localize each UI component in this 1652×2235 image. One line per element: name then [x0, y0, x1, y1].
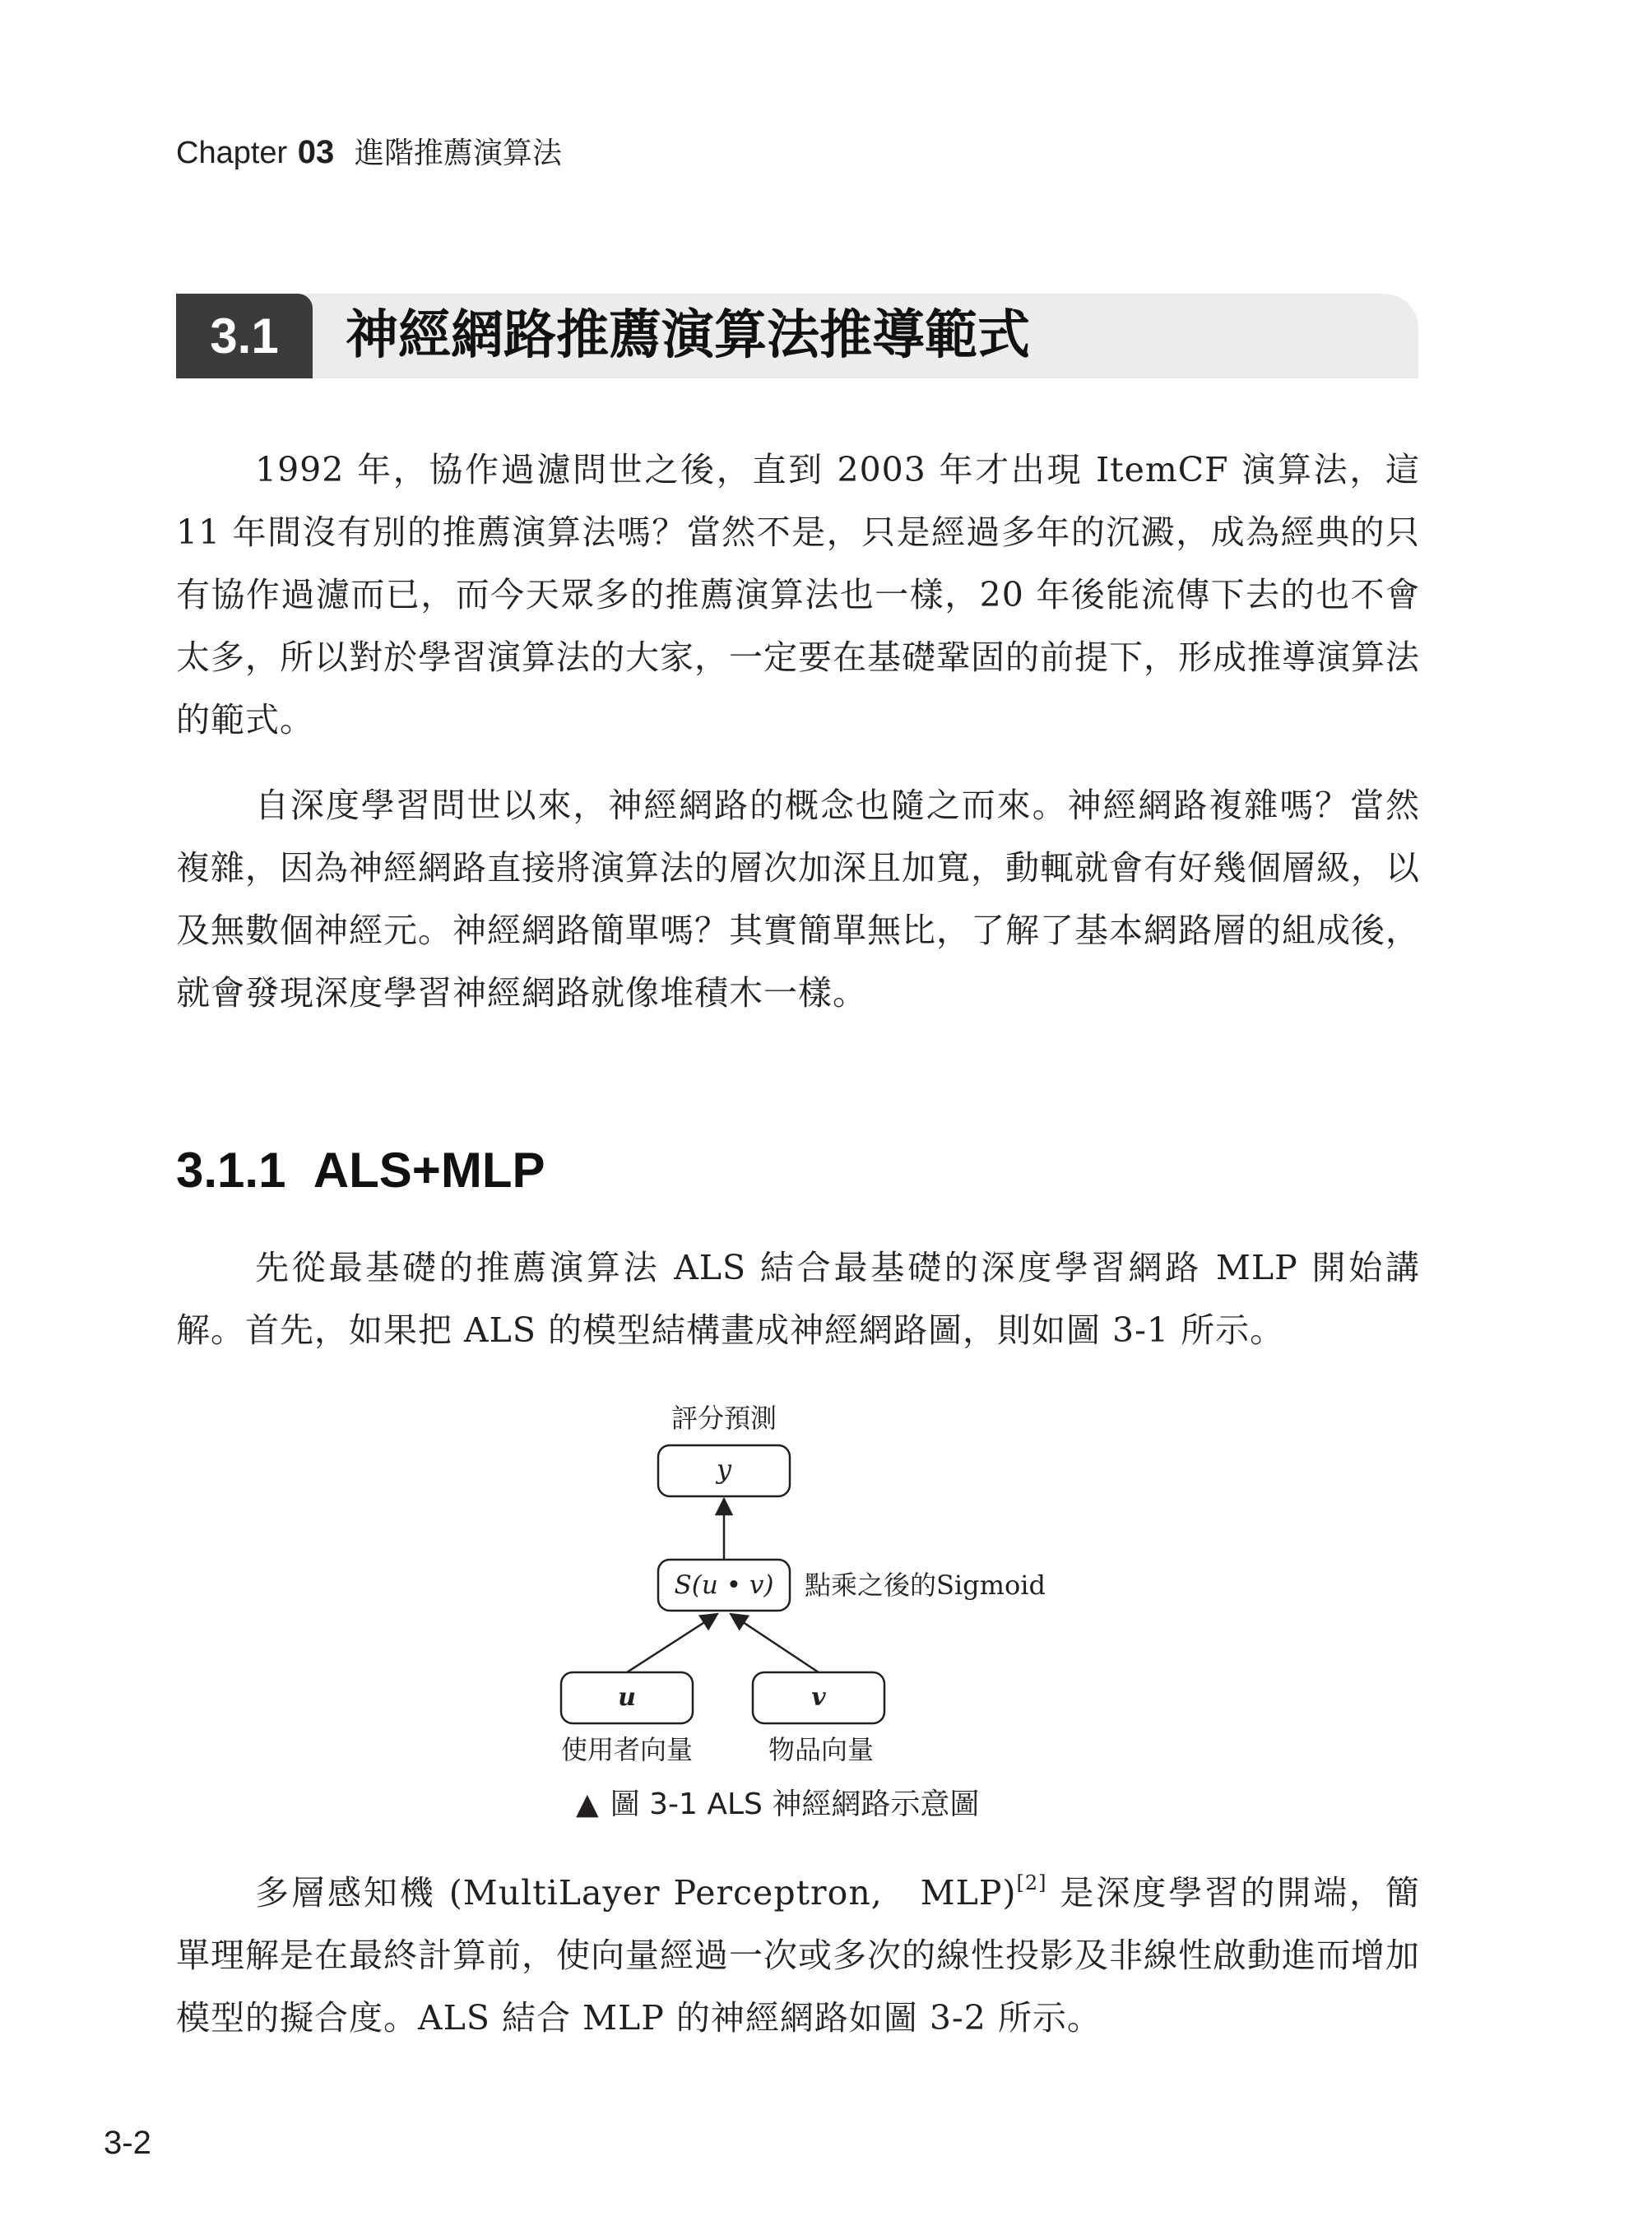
chapter-number: 03 — [297, 134, 335, 170]
paragraph-4-part-2: 是深度學習的開端，簡單理解是在最終計算前，使向量經過一次或多次的線性投影及非線性啟動進而增加模型的擬合度。ALS 結合 MLP 的神經網路如圖 3-2 所示。 — [176, 1873, 1420, 2038]
output-node-label: y — [716, 1454, 732, 1485]
citation-ref: [2] — [1016, 1871, 1047, 1894]
caption-text: 圖 3-1 ALS 神經網路示意圖 — [610, 1788, 980, 1821]
paragraph-4-part-1: 多層感知機 (MultiLayer Perceptron, MLP) — [255, 1873, 1017, 1913]
paragraph-4 — [176, 1862, 1420, 2049]
sigmoid-note: 點乘之後的Sigmoid — [805, 1570, 1046, 1601]
section-number: 3.1 — [176, 294, 313, 378]
subsection-number: 3.1.1 — [176, 1143, 286, 1198]
page-number: 3-2 — [104, 2125, 151, 2161]
figure-top-label: 評分預測 — [671, 1403, 777, 1434]
paragraph-2: 自深度學習問世以來，神經網路的概念也隨之而來。神經網路複雜嗎？當然複雜，因為神經網路直接將演算法的層次加深且加寬，動輒就會有好幾個層級，以及無數個神經元。神經網路簡單嗎？其實簡單無比，了解了基本網路層的組成後，就會發現深度學習神經網路就像堆積木一樣。 — [176, 786, 1420, 1013]
paragraph-3: 先從最基礎的推薦演算法 ALS 結合最基礎的深度學習網路 MLP 開始講解。首先，如果把 ALS 的模型結構畫成神經網路圖，則如圖 3-1 所示。 — [176, 1248, 1420, 1350]
user-vector-node-label: u — [618, 1683, 636, 1712]
arrow-user-to-sigmoid — [627, 1614, 717, 1672]
user-vector-label: 使用者向量 — [560, 1734, 694, 1765]
chapter-word: Chapter — [176, 136, 288, 170]
section-title: 神經網路推薦演算法推導範式 — [346, 305, 1030, 366]
paragraph-1: 1992 年，協作過濾問世之後，直到 2003 年才出現 ItemCF 演算法，這 11 年間沒有別的推薦演算法嗎？當然不是，只是經過多年的沉澱，成為經典的只有協作過濾而已，而今天眾多的推薦演算法也一樣，20 年後能流傳下去的也不會太多，所以對於學習演算法的大家，一定要在基礎鞏固的前提下，形成推導演算法的範式。 — [176, 450, 1420, 740]
sigmoid-node-label: S(u • v) — [674, 1570, 774, 1600]
arrow-item-to-sigmoid — [731, 1614, 819, 1672]
chapter-title: 進階推薦演算法 — [354, 137, 562, 170]
figure-caption — [576, 1781, 979, 1823]
item-vector-label: 物品向量 — [768, 1734, 875, 1765]
caption-triangle-icon: ▲ — [576, 1788, 599, 1821]
item-vector-node-label: v — [811, 1683, 826, 1712]
subsection-title: ALS+MLP — [313, 1143, 545, 1198]
